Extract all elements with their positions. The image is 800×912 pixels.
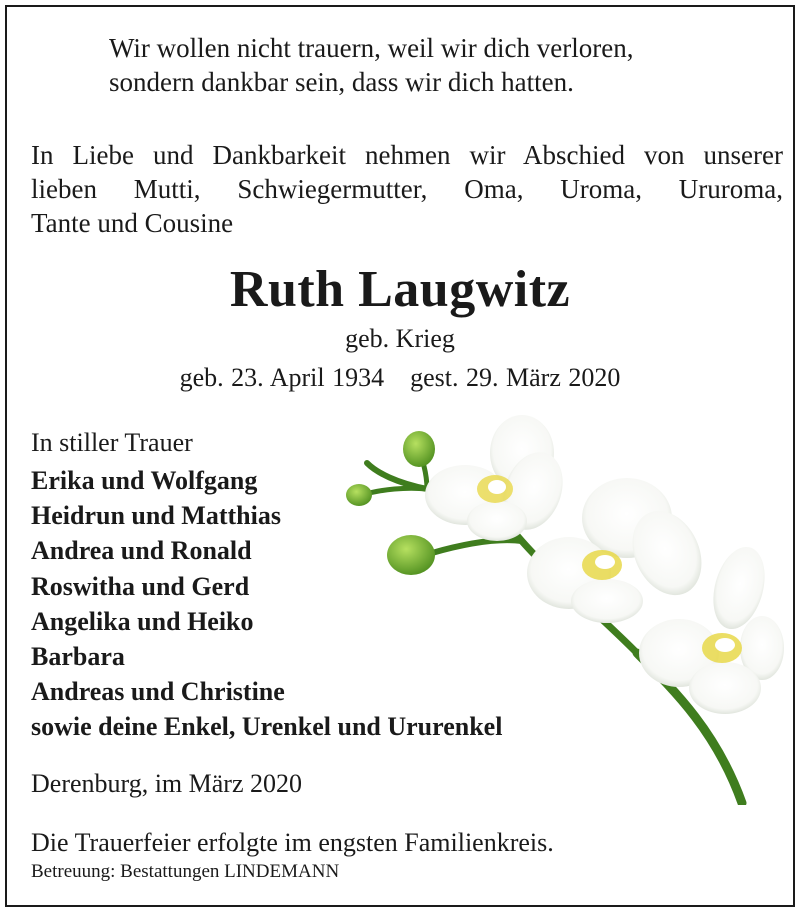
- mourners-list: [31, 463, 502, 745]
- intro-text: [31, 138, 783, 240]
- mourning-heading: In stiller Trauer: [31, 428, 193, 457]
- mourner-name: Andrea und Ronald: [31, 536, 252, 566]
- mourner-name: Barbara: [31, 642, 125, 672]
- place-date: Derenburg, im März 2020: [31, 769, 303, 798]
- mourner-name: Angelika und Heiko: [31, 606, 254, 636]
- mourner-name: Roswitha und Gerd: [31, 571, 250, 601]
- deceased-name: Ruth Laugwitz: [229, 261, 571, 318]
- mourner-name: sowie deine Enkel, Urenkel und Ururenkel: [31, 712, 503, 742]
- birth-date: geb. 23. April 1934: [179, 363, 385, 392]
- poem: [109, 31, 633, 99]
- poem-line: Wir wollen nicht trauern, weil wir dich verloren,: [109, 33, 634, 63]
- intro-line: Tante und Cousine: [31, 208, 234, 238]
- ceremony-note: Die Trauerfeier erfolgte im engsten Familienkreis.: [31, 828, 554, 857]
- maiden-name: geb. Krieg: [345, 324, 455, 353]
- death-date: gest. 29. März 2020: [410, 363, 621, 392]
- funeral-home: Betreuung: Bestattungen LINDEMANN: [31, 861, 340, 882]
- mourner-name: Heidrun und Matthias: [31, 501, 281, 531]
- obituary-notice: [5, 5, 795, 907]
- intro-line: In Liebe und Dankbarkeit nehmen wir Abschied von unserer: [31, 140, 783, 170]
- mourner-name: Erika und Wolfgang: [31, 466, 258, 495]
- poem-line: sondern dankbar sein, dass wir dich hatten.: [109, 67, 574, 97]
- mourner-name: Andreas und Christine: [31, 677, 285, 707]
- intro-line: lieben Mutti, Schwiegermutter, Oma, Uroma, Ururoma,: [31, 174, 783, 204]
- life-dates: [7, 362, 793, 394]
